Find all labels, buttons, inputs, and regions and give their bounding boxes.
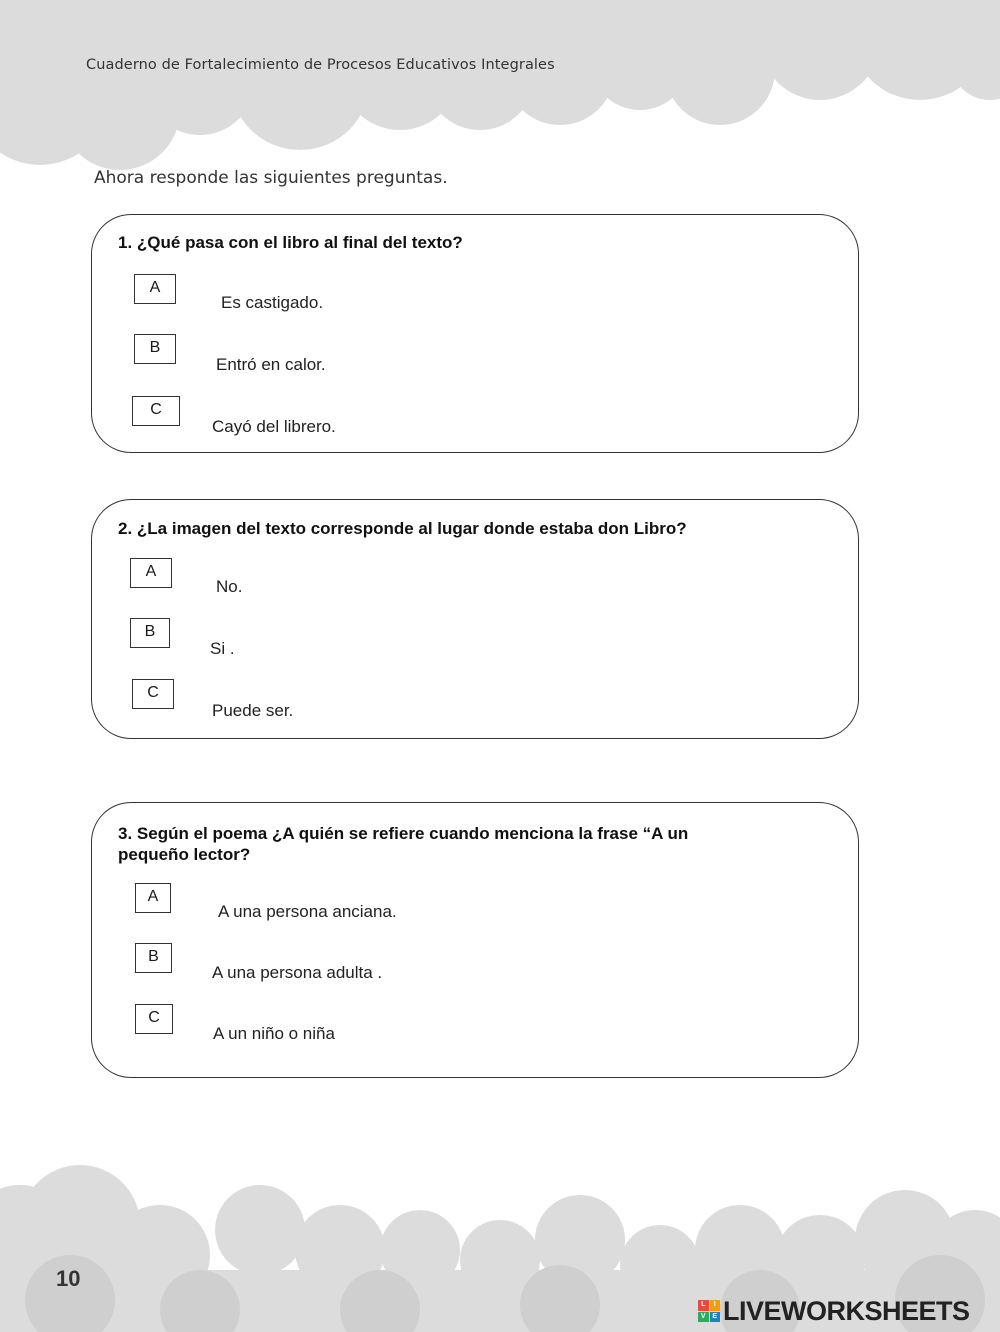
liveworksheets-icon: L I V E xyxy=(698,1300,720,1322)
question-text-line-1: 3. Según el poema ¿A quién se refiere cuando menciona la frase “A un xyxy=(118,824,689,843)
question-text: 2. ¿La imagen del texto corresponde al lugar donde estaba don Libro? xyxy=(118,519,687,538)
option-a-box[interactable]: A xyxy=(135,883,171,913)
option-c-box[interactable]: C xyxy=(135,1004,173,1034)
liveworksheets-logo[interactable] xyxy=(698,1296,970,1326)
option-a-text: No. xyxy=(216,577,243,596)
option-b-box[interactable]: B xyxy=(135,943,172,973)
question-text-line-2: pequeño lector? xyxy=(118,845,251,864)
option-c-box[interactable]: C xyxy=(132,396,180,426)
question-card-1 xyxy=(91,214,859,453)
option-b-text: A una persona adulta . xyxy=(212,963,383,982)
page-number: 10 xyxy=(56,1266,81,1291)
question-text: 1. ¿Qué pasa con el libro al final del texto? xyxy=(118,233,463,252)
option-b-box[interactable]: B xyxy=(130,618,170,648)
option-b-text: Entró en calor. xyxy=(216,355,326,374)
option-a-text: A una persona anciana. xyxy=(218,902,397,921)
document-header: Cuaderno de Fortalecimiento de Procesos Educativos Integrales xyxy=(86,57,555,73)
option-c-box[interactable]: C xyxy=(132,679,174,709)
option-c-text: A un niño o niña xyxy=(213,1024,335,1043)
question-card-2 xyxy=(91,499,859,739)
option-a-box[interactable]: A xyxy=(130,558,172,588)
option-c-text: Cayó del librero. xyxy=(212,417,336,436)
option-a-box[interactable]: A xyxy=(134,274,176,304)
question-card-3 xyxy=(91,802,859,1078)
option-a-text: Es castigado. xyxy=(221,293,324,312)
option-b-box[interactable]: B xyxy=(134,334,176,364)
option-b-text: Si . xyxy=(210,639,235,658)
brand-name: LIVEWORKSHEETS xyxy=(723,1295,970,1326)
option-c-text: Puede ser. xyxy=(212,701,294,720)
instruction-text: Ahora responde las siguientes preguntas. xyxy=(94,168,448,188)
